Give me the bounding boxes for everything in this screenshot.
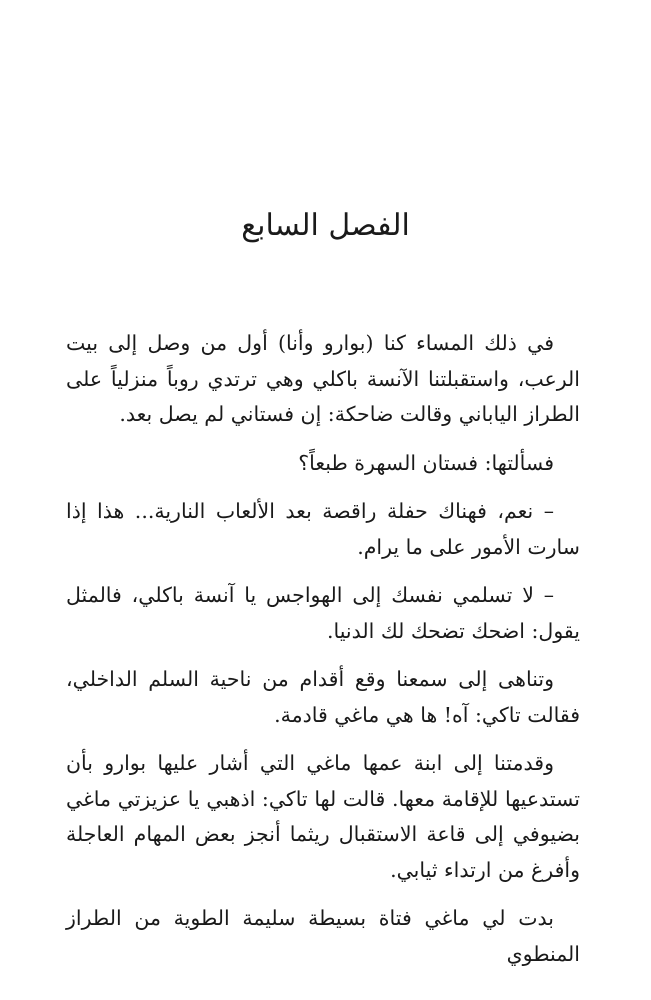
chapter-title: الفصل السابع — [241, 208, 410, 243]
paragraph: بدت لي ماغي فتاة بسيطة سليمة الطوية من الطراز المنطوي — [66, 906, 580, 966]
paragraph: فسألتها: فستان السهرة طبعاً؟ — [298, 450, 554, 475]
chapter-body — [66, 326, 580, 985]
dialog-paragraph: – نعم، فهناك حفلة راقصة بعد الألعاب النارية... هذا إذا سارت الأمور على ما يرام. — [66, 499, 580, 559]
paragraph: وتناهى إلى سمعنا وقع أقدام من ناحية السلم الداخلي، فقالت تاكي: آه! ها هي ماغي قادمة. — [66, 667, 580, 727]
paragraph: في ذلك المساء كنا (بوارو وأنا) أول من وصل إلى بيت الرعب، واستقبلتنا الآنسة باكلي وهي ترتدي روباً منزلياً على الطراز الياباني وقالت ضاحكة: إن فستاني لم يصل بعد. — [66, 331, 580, 426]
paragraph: وقدمتنا إلى ابنة عمها ماغي التي أشار عليها بوارو بأن تستدعيها للإقامة معها. قالت لها تاكي: اذهبي يا عزيزتي ماغي بضيوفي إلى قاعة الاستقبال ريثما أنجز بعض المهام العاجلة وأفرغ من ارتداء ثيابي. — [66, 751, 580, 882]
dialog-paragraph: – لا تسلمي نفسك إلى الهواجس يا آنسة باكلي، فالمثل يقول: اضحك تضحك لك الدنيا. — [66, 583, 580, 643]
